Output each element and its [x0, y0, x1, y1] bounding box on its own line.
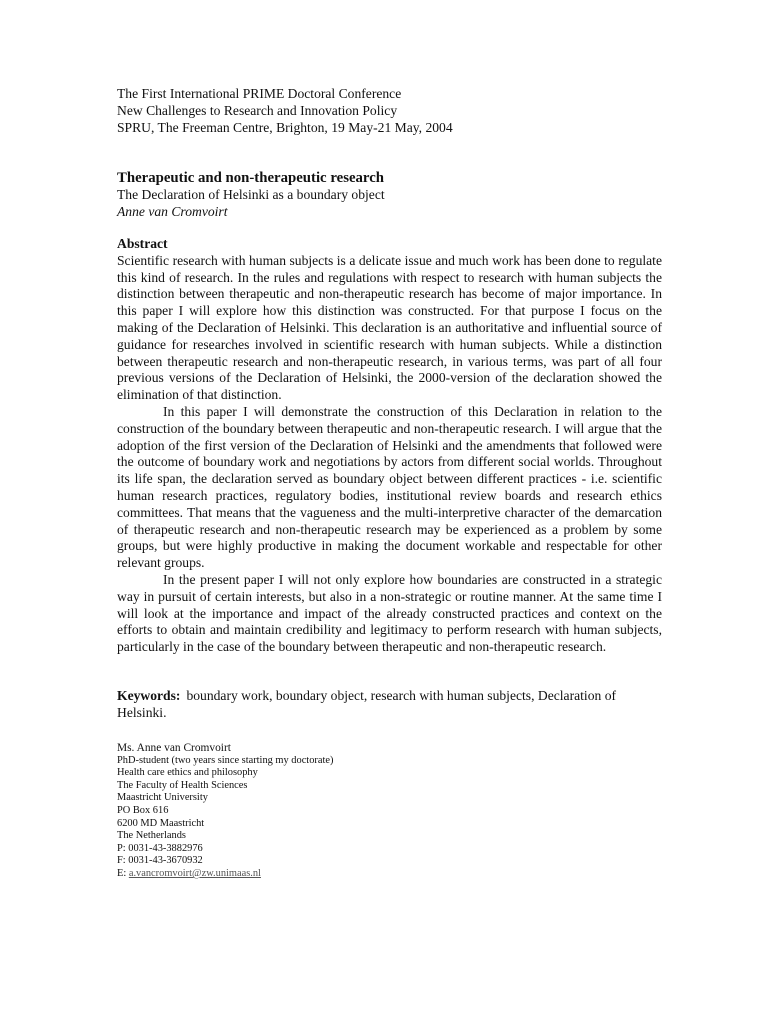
paper-author: Anne van Cromvoirt — [117, 204, 228, 220]
paper-subtitle: The Declaration of Helsinki as a boundary object — [117, 187, 385, 203]
conference-venue: SPRU, The Freeman Centre, Brighton, 19 May-21 May, 2004 — [117, 119, 453, 135]
contact-department: Health care ethics and philosophy — [117, 767, 258, 779]
keywords-section — [117, 688, 662, 722]
abstract-section — [117, 236, 662, 656]
email-link[interactable]: a.vancromvoirt@zw.unimaas.nl — [128, 868, 261, 880]
abstract-paragraph: In this paper I will demonstrate the construction of this Declaration in relation to the construction of the boundary between therapeutic and non-therapeutic research. I will argue that the adoption of the first version of the Declaration of Helsinki and the amendments that followed were the outcome of boundary work and negotiations by actors from different social worlds. Throughout its life span, the declaration served as boundary object between different practices - i.e. scientific human research practices, regulatory bodies, institutional review boards and research ethics committees. That means that the vagueness and the multi-interpretive character of the demarcation of therapeutic research and non-therapeutic research may be experienced as a problem by some groups, but were highly productive in making the document workable and respectable for other relevant groups. — [117, 403, 662, 571]
contact-university: Maastricht University — [117, 792, 208, 804]
contact-faculty: The Faculty of Health Sciences — [117, 779, 248, 791]
contact-fax: F: 0031-43-3670932 — [117, 855, 203, 867]
conference-header — [117, 86, 662, 136]
contact-email-row — [117, 868, 662, 881]
keywords-text: boundary work, boundary object, research with human subjects, Declaration of Helsinki. — [117, 687, 617, 720]
contact-postcode-city: 6200 MD Maastricht — [117, 817, 205, 829]
conference-theme: New Challenges to Research and Innovation Policy — [117, 102, 398, 118]
conference-name: The First International PRIME Doctoral Conference — [117, 86, 402, 101]
contact-country: The Netherlands — [117, 830, 186, 842]
paper-title: Therapeutic and non-therapeutic research — [117, 170, 385, 187]
contact-po-box: PO Box 616 — [117, 805, 169, 817]
paper-header — [117, 169, 662, 221]
contact-block — [117, 742, 662, 881]
abstract-heading: Abstract — [117, 235, 168, 251]
abstract-paragraph: In the present paper I will not only explore how boundaries are constructed in a strategic way in pursuit of certain interests, but also in a non-strategic or routine manner. At the same time I will look at the importance and impact of the already constructed practices and context on the efforts to obtain and maintain credibility and legitimacy to perform research with human subjects, particularly in the case of the boundary between therapeutic and non-therapeutic research. — [117, 571, 662, 655]
keywords-label: Keywords: — [117, 687, 181, 703]
abstract-paragraph: Scientific research with human subjects is a delicate issue and much work has been done to regulate this kind of research. In the rules and regulations with respect to research with human subjects the distinction between therapeutic and non-therapeutic research has become of major importance. In this paper I will explore how this distinction was constructed. For that purpose I focus on the making of the Declaration of Helsinki. This declaration is an authoritative and influential source of guidance for researches involved in scientific research with human subjects. While a distinction between therapeutic research and non-therapeutic research, in various terms, was part of all four previous versions of the Declaration of Helsinki, the 2000-version of the declaration showed the elimination of that distinction. — [117, 252, 662, 403]
contact-position: PhD-student (two years since starting my doctorate) — [117, 754, 334, 766]
contact-email-prefix: E: — [117, 868, 127, 880]
document-page — [117, 86, 662, 881]
contact-phone: P: 0031-43-3882976 — [117, 842, 203, 854]
contact-name: Ms. Anne van Cromvoirt — [117, 741, 231, 754]
